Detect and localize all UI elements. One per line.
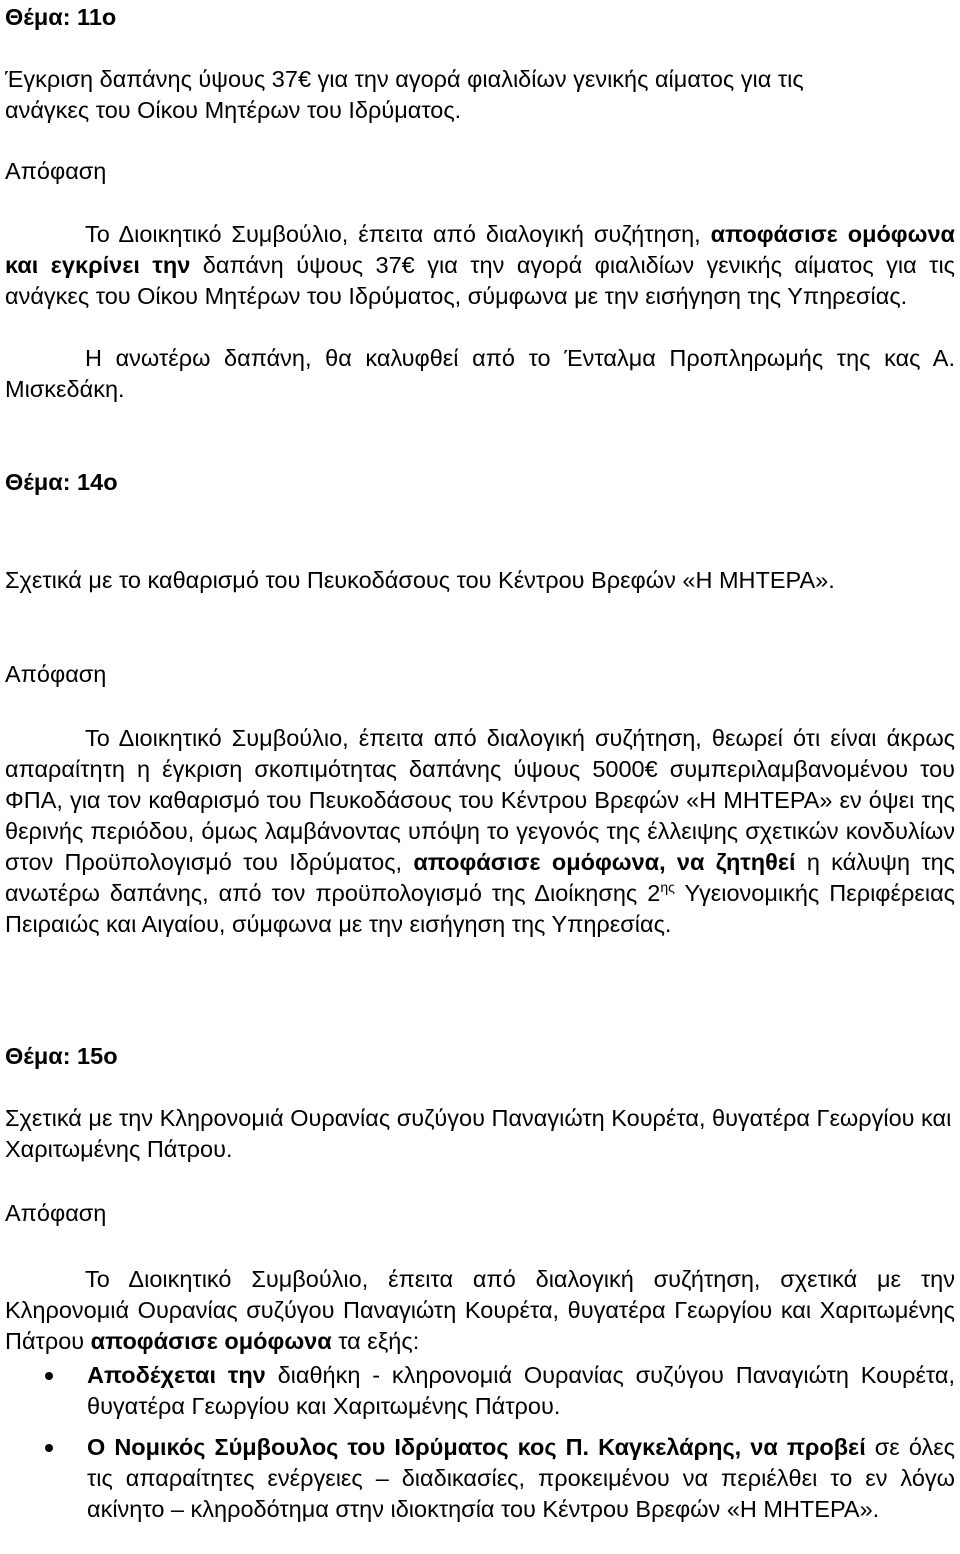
bullet-icon <box>45 1372 53 1380</box>
topic-11-subject-line1: Έγκριση δαπάνης ύψους 37€ για την αγορά φιαλιδίων γενικής αίματος για τις <box>5 66 804 92</box>
topic-11-decision-paragraph <box>5 219 955 312</box>
topic-14-p1-c: η κάλυψη της ανωτέρω δαπάνης, από τον προϋπολογισμό της Διοίκησης 2 <box>5 849 956 906</box>
topic-14-p1-sup: ης <box>660 879 675 896</box>
list-item <box>5 1432 955 1525</box>
topic-11-p1-c: δαπάνη ύψους 37€ για την αγορά φιαλιδίων γενικής αίματος για τις ανάγκες του Οίκου Μητέρων του Ιδρύματος, σύμφωνα με την εισήγηση της Υπηρεσίας. <box>5 252 955 309</box>
topic-14-decision-paragraph <box>5 723 955 940</box>
topic-15-decision-label: Απόφαση <box>5 1200 107 1226</box>
bullet-1-bold: Αποδέχεται την <box>87 1362 266 1388</box>
list-item <box>5 1360 955 1422</box>
topic-11-subject <box>5 64 955 126</box>
topic-15-heading: Θέμα: 15ο <box>5 1043 118 1069</box>
topic-15-subject: Σχετικά με την Κληρονομιά Ουρανίας συζύγου Παναγιώτη Κουρέτα, θυγατέρα Γεωργίου και Χαριτωμένης Πάτρου. <box>5 1105 952 1162</box>
topic-11-decision-label: Απόφαση <box>5 158 107 184</box>
topic-11-cost-paragraph: Η ανωτέρω δαπάνη, θα καλυφθεί από το Ένταλμα Προπληρωμής της κας Α. Μισκεδάκη. <box>5 345 955 402</box>
topic-14-p1-bold: αποφάσισε ομόφωνα, να ζητηθεί <box>413 849 796 875</box>
topic-11-heading: Θέμα: 11ο <box>5 4 117 30</box>
topic-11-p1-a: Το Διοικητικό Συμβούλιο, έπειτα από διαλογική συζήτηση, <box>85 221 711 247</box>
topic-15-p1-c: τα εξής: <box>331 1328 420 1354</box>
topic-14-p1-d: Υγειονομικής Περιφέρειας Πειραιώς και Αιγαίου, σύμφωνα με την εισήγηση της Υπηρεσίας. <box>5 880 955 937</box>
topic-11-subject-line2: ανάγκες του Οίκου Μητέρων του Ιδρύματος. <box>5 97 462 123</box>
topic-14-p1-a: Το Διοικητικό Συμβούλιο, έπειτα από διαλογική συζήτηση, θεωρεί ότι είναι άκρως απαραίτητη η έγκριση σκοπιμότητας δαπάνης ύψους 5000€ συμπεριλαμβανομένου του ΦΠΑ, για τον καθαρισμό του Πευκοδάσους του Κέντρου Βρεφών «Η ΜΗΤΕΡΑ» εν όψει της θερινής περιόδου, όμως λαμβάνοντας υπόψη το γεγονός της έλλειψης σχετικών κονδυλίων στον Προϋπολογισμό του Ιδρύματος, <box>5 725 955 875</box>
topic-15-p1-bold: αποφάσισε ομόφωνα <box>90 1328 332 1354</box>
topic-11-p1-bold: αποφάσισε ομόφωνα και εγκρίνει την <box>5 221 955 278</box>
bullet-icon <box>45 1444 53 1452</box>
topic-15-decision-paragraph <box>5 1264 955 1357</box>
bullet-2-text: σε όλες τις απαραίτητες ενέργειες – διαδικασίες, προκειμένου να περιέλθει το εν λόγω ακίνητο – κληροδότημα στην ιδιοκτησία του Κέντρου Βρεφών «Η ΜΗΤΕΡΑ». <box>87 1434 956 1522</box>
topic-14-decision-label: Απόφαση <box>5 661 107 687</box>
bullet-1-text: διαθήκη - κληρονομιά Ουρανίας συζύγου Παναγιώτη Κουρέτα, θυγατέρα Γεωργίου και Χαριτωμένης Πάτρου. <box>87 1362 955 1419</box>
topic-14-heading: Θέμα: 14ο <box>5 469 118 495</box>
topic-14-subject: Σχετικά με το καθαρισμό του Πευκοδάσους του Κέντρου Βρεφών «Η ΜΗΤΕΡΑ». <box>5 567 835 593</box>
topic-15-p1-a: Το Διοικητικό Συμβούλιο, έπειτα από διαλογική συζήτηση, σχετικά με την Κληρονομιά Ουρανίας συζύγου Παναγιώτη Κουρέτα, θυγατέρα Γεωργίου και Χαριτωμένης Πάτρου <box>5 1266 955 1354</box>
topic-15-bullet-list <box>5 1360 955 1525</box>
bullet-2-bold: Ο Νομικός Σύμβουλος του Ιδρύματος κος Π. Καγκελάρης, να προβεί <box>87 1434 866 1460</box>
